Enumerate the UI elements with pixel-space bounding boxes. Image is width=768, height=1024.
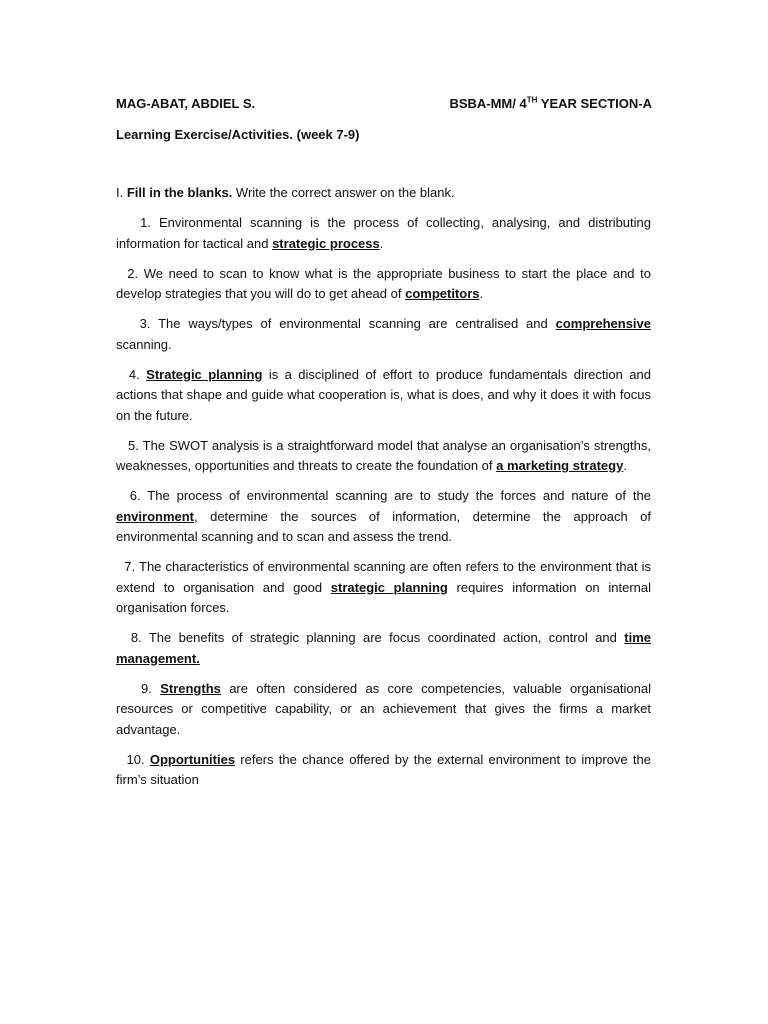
item-text-before: The SWOT analysis is a straightforward model that analyse an organisation’s strengths, weaknesses, opportunities and threats to create the foundation of	[116, 437, 651, 473]
item-number: 2.	[127, 265, 139, 281]
item-number: 8.	[130, 630, 142, 645]
instructions-prefix: I.	[116, 185, 127, 200]
item-answer: time management.	[116, 630, 651, 666]
item-answer: comprehensive	[555, 316, 651, 331]
item-number: 6.	[129, 488, 141, 503]
item-number: 10.	[126, 751, 145, 767]
item-number: 4.	[128, 366, 140, 382]
program-sup: TH	[526, 95, 538, 105]
item-text-after: are often considered as core competencies, valuable organisational resources or competitive capability, or an achievement that gives the firms a market advantage.	[116, 680, 652, 737]
instructions-bold: Fill in the blanks.	[126, 185, 233, 200]
item-answer: competitors	[405, 286, 480, 301]
question-item	[116, 628, 651, 669]
item-answer: Opportunities	[149, 751, 236, 767]
item-number: 7.	[124, 559, 136, 574]
item-text-after: .	[623, 458, 627, 473]
program-suffix: YEAR SECTION-A	[537, 96, 652, 111]
item-answer: strategic planning	[330, 579, 448, 595]
instructions-rest: Write the correct answer on the blank.	[232, 185, 455, 200]
item-text-before: The ways/types of environmental scanning are centralised and	[150, 316, 556, 331]
item-indent	[116, 266, 127, 281]
item-number: 3.	[139, 316, 151, 331]
item-answer: Strategic planning	[146, 366, 263, 382]
program-prefix: BSBA-MM/ 4	[449, 96, 527, 111]
question-item	[116, 365, 651, 427]
question-item	[116, 486, 651, 548]
program-section	[449, 96, 652, 112]
item-text-before: The characteristics of environmental scanning are often refers to the environment that is extend to organisation and good	[116, 559, 651, 595]
item-text-after: .	[379, 235, 384, 251]
item-indent	[116, 752, 127, 767]
item-number: 9.	[141, 680, 152, 696]
item-indent	[116, 367, 129, 382]
item-number: 1.	[140, 215, 151, 230]
question-item	[116, 557, 651, 619]
item-indent	[116, 488, 130, 503]
item-answer: environment	[116, 508, 195, 524]
item-indent	[116, 215, 140, 230]
item-text-before: Environmental scanning is the process of collecting, analysing, and distributing information for tactical and	[116, 215, 651, 251]
item-text-after: scanning.	[116, 336, 172, 352]
question-list	[116, 213, 651, 800]
question-item	[116, 679, 651, 741]
item-text-after: requires information on internal organisation forces.	[116, 579, 651, 615]
item-number: 5.	[128, 437, 139, 453]
question-item	[116, 314, 651, 355]
question-item	[116, 750, 651, 791]
item-text-after: is a disciplined of effort to produce fundamentals direction and actions that shape and guide what cooperation is, what is does, and why it does it with focus on the future.	[116, 366, 651, 423]
instructions	[116, 185, 455, 201]
item-text-before: The process of environmental scanning are to study the forces and nature of the	[140, 488, 651, 503]
question-item	[116, 213, 651, 254]
item-text-after: , determine the sources of information, determine the approach of environmental scanning and to scan and assess the trend.	[116, 508, 651, 544]
item-text-before: The benefits of strategic planning are focus coordinated action, control and	[141, 630, 625, 645]
question-item	[116, 436, 651, 477]
item-text-before: We need to scan to know what is the appropriate business to start the place and to develop strategies that you will do to get ahead of	[116, 265, 651, 301]
item-answer: a marketing strategy	[496, 458, 624, 473]
student-name: MAG-ABAT, ABDIEL S.	[116, 96, 256, 111]
item-text-after: refers the chance offered by the external environment to improve the firm’s situation	[116, 751, 651, 787]
item-indent	[116, 630, 131, 645]
item-text-after: .	[479, 286, 484, 301]
item-indent	[116, 316, 140, 331]
activity-title: Learning Exercise/Activities. (week 7-9)	[116, 127, 360, 142]
item-answer: strategic process	[272, 235, 380, 251]
item-indent	[116, 438, 128, 453]
document-header	[116, 96, 652, 112]
question-item	[116, 264, 651, 305]
item-text-before	[152, 681, 160, 696]
item-indent	[116, 681, 141, 696]
item-answer: Strengths	[160, 680, 221, 696]
